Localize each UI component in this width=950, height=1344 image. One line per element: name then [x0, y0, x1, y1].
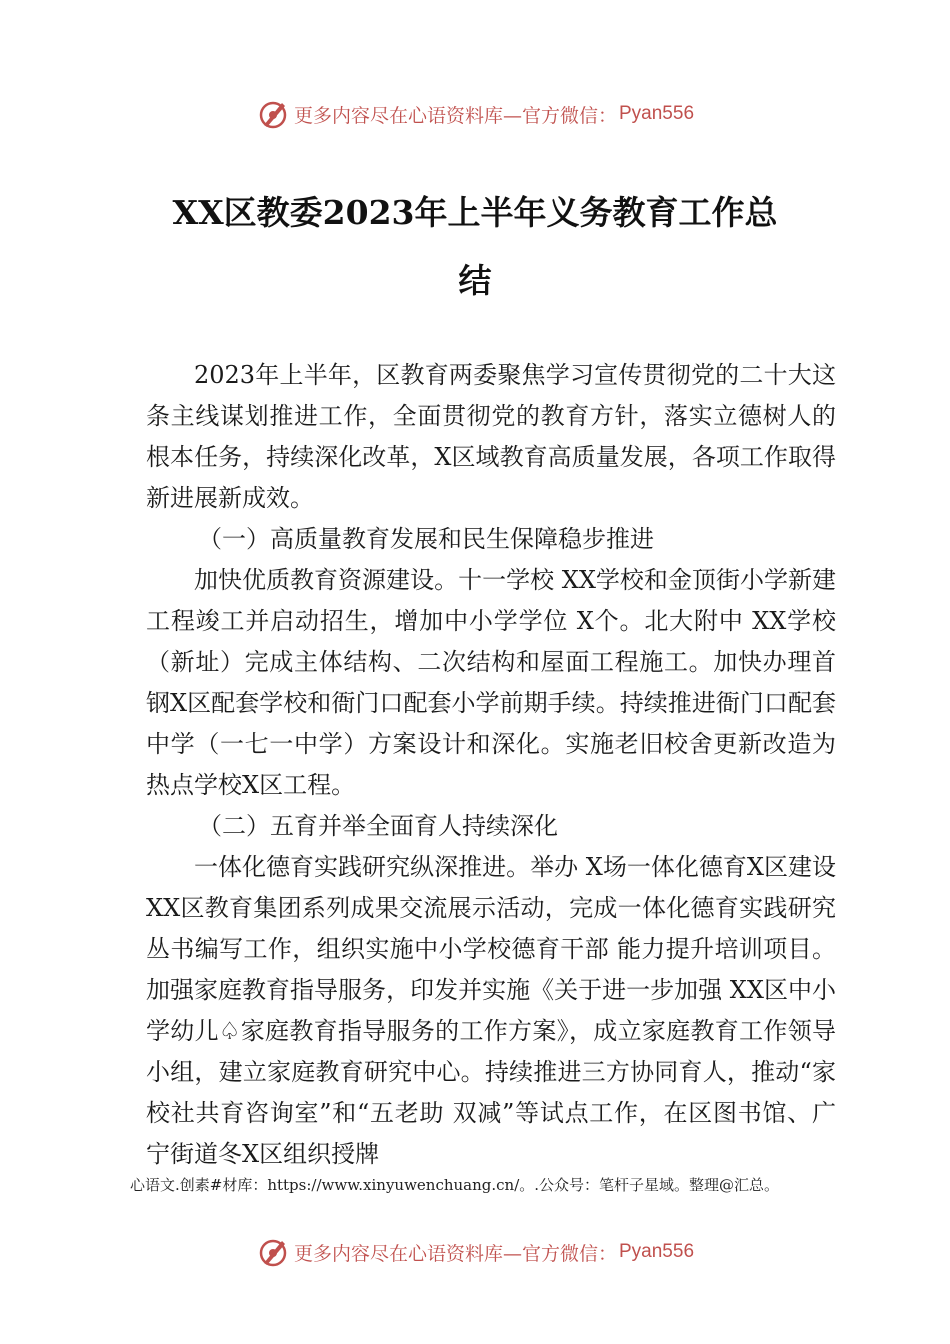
section-heading-2: （二）五育并举全面育人持续深化 — [198, 812, 558, 840]
watermark-banner-top — [0, 94, 950, 134]
watermark-wechat-id: Pyan556 — [619, 1241, 695, 1262]
section-heading-1: （一）高质量教育发展和民生保障稳步推进 — [198, 525, 654, 553]
watermark-banner-bottom — [0, 1232, 950, 1272]
watermark-wechat-id: Pyan556 — [619, 103, 695, 124]
quill-pen-seal-icon — [256, 97, 290, 131]
watermark-text: 更多内容尽在心语资料库—官方微信： — [293, 104, 617, 127]
source-footer-note: 心语文.创素#材库：https://www.xinyuwenchuang.cn/。.公众号：笔杆子星域。整理@汇总。 — [130, 1176, 780, 1194]
document-title-line1: XX区教委2023年上半年义务教育工作总 — [172, 193, 778, 232]
document-body — [146, 355, 836, 1175]
document-title-line2: 结 — [458, 261, 492, 300]
watermark-text: 更多内容尽在心语资料库—官方微信： — [293, 1242, 617, 1265]
paragraph-intro: 2023年上半年，区教育两委聚焦学习宣传贯彻党的二十大这条主线谋划推进工作，全面贯彻党的教育方针，落实立德树人的根本任务，持续深化改革，X区域教育高质量发展，各项工作取得新进展新成效。 — [146, 361, 836, 512]
paragraph-section-2: 一体化德育实践研究纵深推进。举办 X场一体化德育X区建设 XX区教育集团系列成果交流展示活动，完成一体化德育实践研究丛书编写工作，组织实施中小学校德育干部 能力提升培训项目。加强家庭教育指导服务，印发并实施《关于进一步加强 XX区中小学幼儿♤家庭教育指导服务的工作方案》，成立家庭教育工作领导小组，建立家庭教育研究中心。持续推进三方协同育人，推动“家校社共育咨询室”和“五老助 双减”等试点工作，在区图书馆、广宁街道冬X区组织授牌 — [146, 853, 836, 1168]
quill-pen-seal-icon — [256, 1235, 290, 1269]
paragraph-section-1: 加快优质教育资源建设。十一学校 XX学校和金顶街小学新建工程竣工并启动招生，增加中小学学位 X个。北大附中 XX学校（新址）完成主体结构、二次结构和屋面工程施工。加快办理首钢X区配套学校和衙门口配套小学前期手续。持续推进衙门口配套中学（一七一中学）方案设计和深化。实施老旧校舍更新改造为热点学校X区工程。 — [146, 566, 836, 799]
